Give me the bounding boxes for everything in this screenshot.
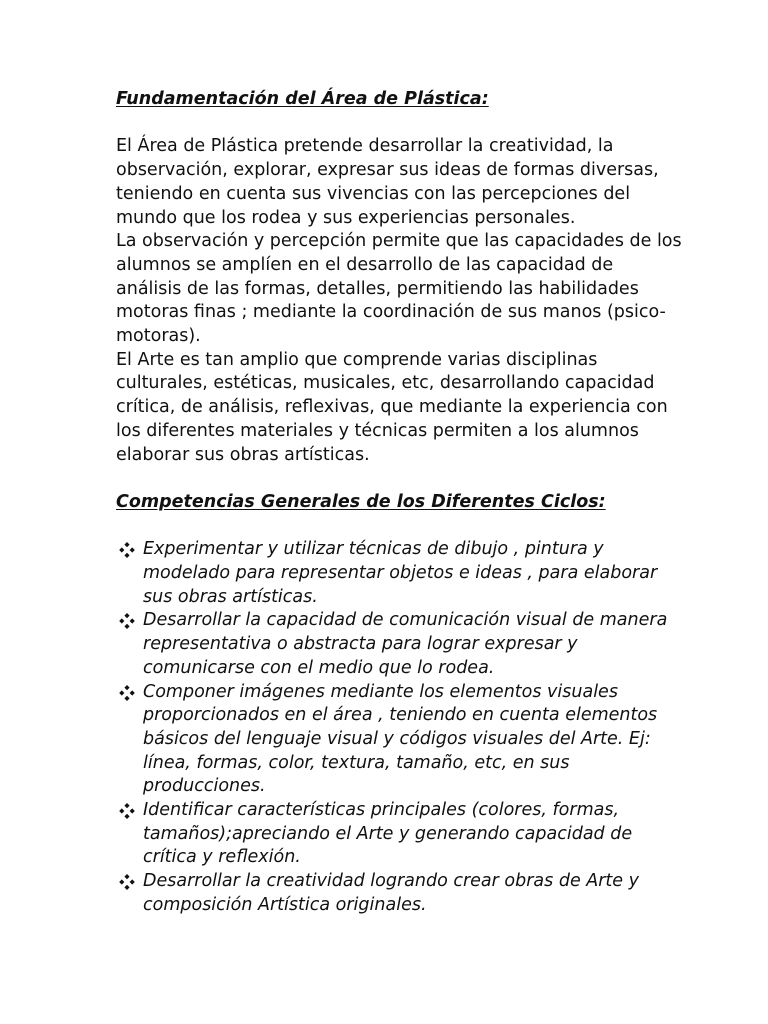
- section-heading-fundamentacion: Fundamentación del Área de Plástica:: [116, 89, 489, 109]
- paragraph-line: culturales, estéticas, musicales, etc, desarrollando capacidad: [116, 373, 655, 394]
- paragraph-line: análisis de las formas, detalles, permitiendo las habilidades: [116, 278, 639, 299]
- list-item: [116, 681, 656, 800]
- list-item-line: básicos del lenguaje visual y códigos visuales del Arte. Ej:: [143, 728, 651, 749]
- list-item-line: comunicarse con el medio que lo rodea.: [143, 657, 495, 678]
- list-item: [116, 609, 668, 680]
- list-item-line: modelado para representar objetos e ideas , para elaborar: [143, 563, 658, 584]
- paragraph-line: los diferentes materiales y técnicas permiten a los alumnos: [116, 420, 639, 441]
- diamond-bullet-icon: [118, 542, 136, 558]
- list-item-line: Experimentar y utilizar técnicas de dibujo , pintura y: [143, 539, 604, 560]
- list-item-line: sus obras artísticas.: [143, 586, 318, 607]
- list-item-line: representativa o abstracta para lograr expresar y: [143, 634, 578, 655]
- competencias-list: [116, 538, 668, 917]
- paragraph-line: crítica, de análisis, reflexivas, que mediante la experiencia con: [116, 397, 668, 418]
- list-item-line: Componer imágenes mediante los elementos visuales: [143, 681, 618, 702]
- list-item-line: línea, formas, color, textura, tamaño, etc, en sus: [143, 752, 570, 773]
- paragraph-line: mundo que los rodea y sus experiencias personales.: [116, 207, 576, 228]
- paragraph-line: alumnos se amplíen en el desarrollo de las capacidad de: [116, 254, 614, 275]
- list-item-line: tamaños);apreciando el Arte y generando capacidad de: [143, 823, 633, 844]
- section-competencias: [116, 491, 668, 918]
- diamond-bullet-icon: [118, 803, 136, 819]
- section-heading-competencias: Competencias Generales de los Diferentes Ciclos:: [116, 491, 606, 512]
- paragraph-line: La observación y percepción permite que las capacidades de los: [116, 231, 682, 252]
- list-item-line: composición Artística originales.: [143, 894, 427, 915]
- list-item: [116, 870, 656, 917]
- list-item: [116, 538, 656, 609]
- paragraph-line: elaborar sus obras artísticas.: [116, 444, 370, 465]
- list-item-line: producciones.: [143, 776, 266, 797]
- list-item-line: crítica y reflexión.: [143, 847, 301, 868]
- diamond-bullet-icon: [118, 613, 136, 629]
- list-item-line: Desarrollar la capacidad de comunicación visual de manera: [143, 610, 668, 631]
- paragraph-line: motoras finas ; mediante la coordinación de sus manos (psico-: [116, 302, 666, 323]
- document-page: [116, 88, 682, 918]
- paragraph-line: teniendo en cuenta sus vivencias con las percepciones del: [116, 183, 631, 204]
- paragraph-fundamentacion: [116, 135, 682, 467]
- list-item-line: Identificar características principales (colores, formas,: [143, 800, 620, 821]
- diamond-bullet-icon: [118, 874, 136, 890]
- diamond-bullet-icon: [118, 685, 136, 701]
- list-item: [116, 799, 656, 870]
- list-item-line: proporcionados en el área , teniendo en cuenta elementos: [143, 705, 658, 726]
- paragraph-line: motoras).: [116, 326, 201, 347]
- paragraph-line: El Área de Plástica pretende desarrollar la creatividad, la: [116, 136, 614, 157]
- paragraph-line: El Arte es tan amplio que comprende varias disciplinas: [116, 349, 598, 370]
- paragraph-line: observación, explorar, expresar sus ideas de formas diversas,: [116, 160, 659, 181]
- list-item-line: Desarrollar la creatividad logrando crear obras de Arte y: [143, 871, 639, 892]
